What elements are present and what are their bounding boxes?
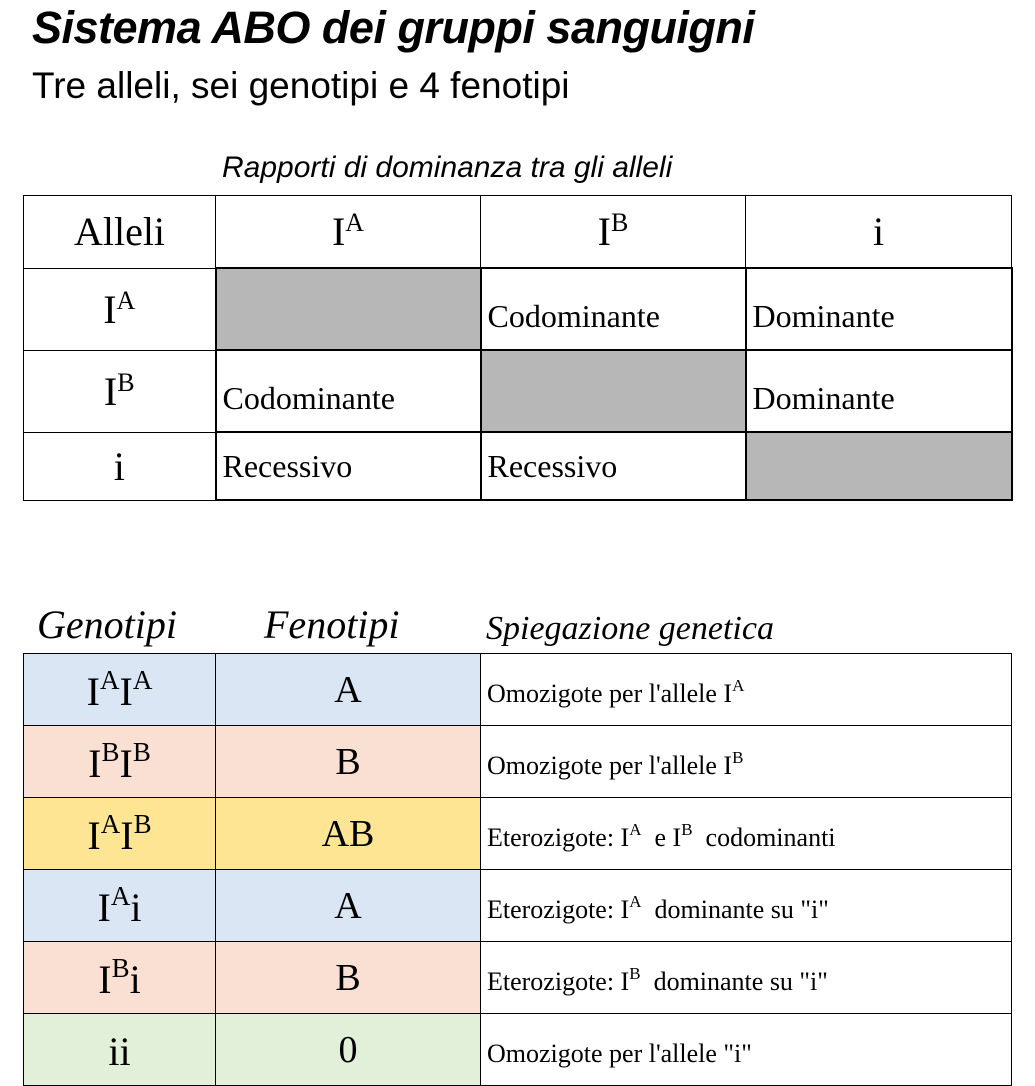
allele-sup: B [132,736,151,767]
dominance-col-header [746,196,1012,269]
explanation-text: dominante su "i" [640,967,828,996]
explanation-text: Omozigote per l'allele I [487,679,733,708]
genotype-cell [24,798,216,870]
allele-base: I [331,209,346,254]
phenotype-cell: A [216,654,481,726]
explanation-sup: A [732,676,745,695]
allele-base: I [597,209,611,254]
allele-base: I [103,286,117,332]
dominance-cell-shaded [481,350,746,432]
dominance-row [24,268,1012,350]
allele-sup: B [117,367,135,397]
allele-base: I [119,668,133,714]
dominance-header-row [24,196,1012,269]
allele-sup: A [132,664,153,695]
allele-base: I [103,368,118,414]
phenotype-cell: 0 [216,1014,481,1086]
phenotype-cell: B [216,726,481,798]
allele-base: I [119,740,133,786]
genotype-cell [24,1014,216,1086]
allele-base: i [113,443,125,489]
explanation-sup: B [732,748,744,767]
dominance-col-header [481,196,746,269]
genotype-table [23,653,1012,1086]
allele-base: I [87,812,101,858]
explanation-sup: B [681,820,693,839]
explanation-column-header: Spiegazione genetica [486,610,774,647]
phenotype-cell: B [216,942,481,1014]
dominance-cell: Dominante [746,268,1012,350]
phenotype-cell: AB [216,798,481,870]
explanation-text: Eterozigote: I [487,823,630,852]
allele-base: I [88,740,102,786]
page-title: Sistema ABO dei gruppi sanguigni [32,2,755,53]
allele-base: i [119,1028,131,1074]
explanation-cell [481,726,1012,798]
genotype-row [24,1014,1012,1086]
explanation-sup: A [629,892,642,911]
genotype-cell [24,942,216,1014]
dominance-corner-header: Alleli [24,196,216,269]
explanation-cell [481,654,1012,726]
explanation-text: Eterozigote: I [487,895,630,924]
allele-sup: A [116,285,136,315]
explanation-cell [481,942,1012,1014]
dominance-cell: Codominante [216,350,481,432]
allele-sup: A [345,208,365,237]
allele-base: i [108,1028,120,1074]
allele-base: I [98,956,112,1002]
genotype-row [24,726,1012,798]
explanation-text: codominanti [692,823,836,852]
genotype-cell [24,726,216,798]
allele-sup: B [133,808,152,839]
allele-sup: B [610,208,629,237]
allele-base: i [130,884,142,930]
explanation-sup: B [629,964,641,983]
page-subtitle: Tre alleli, sei genotipi e 4 fenotipi [32,65,570,106]
dominance-row-header [24,350,216,432]
genotype-row [24,942,1012,1014]
dominance-row-header [24,268,216,350]
allele-sup: A [100,808,121,839]
genotype-row [24,870,1012,942]
dominance-row [24,432,1012,500]
dominance-cell-shaded [216,268,481,350]
genotype-cell [24,870,216,942]
allele-sup: A [100,664,120,695]
explanation-cell [481,798,1012,870]
dominance-table-caption: Rapporti di dominanza tra gli alleli [222,151,673,184]
explanation-text: dominante su "i" [641,895,829,924]
allele-sup: A [110,880,131,911]
explanation-sup: A [629,820,642,839]
allele-base: I [97,884,111,930]
explanation-text: e I [641,823,682,852]
allele-base: I [86,668,100,714]
dominance-cell: Recessivo [216,432,481,500]
dominance-cell: Codominante [481,268,746,350]
explanation-cell [481,870,1012,942]
explanation-text: Omozigote per l'allele "i" [487,1039,752,1068]
genotype-row [24,798,1012,870]
dominance-row [24,350,1012,432]
dominance-cell: Dominante [746,350,1012,432]
phenotype-cell: A [216,870,481,942]
phenotype-column-header: Fenotipi [264,602,400,647]
dominance-cell-shaded [746,432,1012,500]
allele-base: i [129,956,141,1002]
explanation-text: Omozigote per l'allele I [487,751,733,780]
explanation-text: Eterozigote: I [487,967,630,996]
explanation-cell [481,1014,1012,1086]
allele-base: I [120,812,134,858]
dominance-cell: Recessivo [481,432,746,500]
dominance-row-header [24,432,216,500]
allele-base: i [872,209,885,254]
allele-sup: B [111,952,130,983]
genotype-column-header: Genotipi [37,602,177,647]
dominance-table [23,195,1013,501]
genotype-cell [24,654,216,726]
allele-sup: B [101,736,120,767]
genotype-row [24,654,1012,726]
dominance-col-header [216,196,481,269]
